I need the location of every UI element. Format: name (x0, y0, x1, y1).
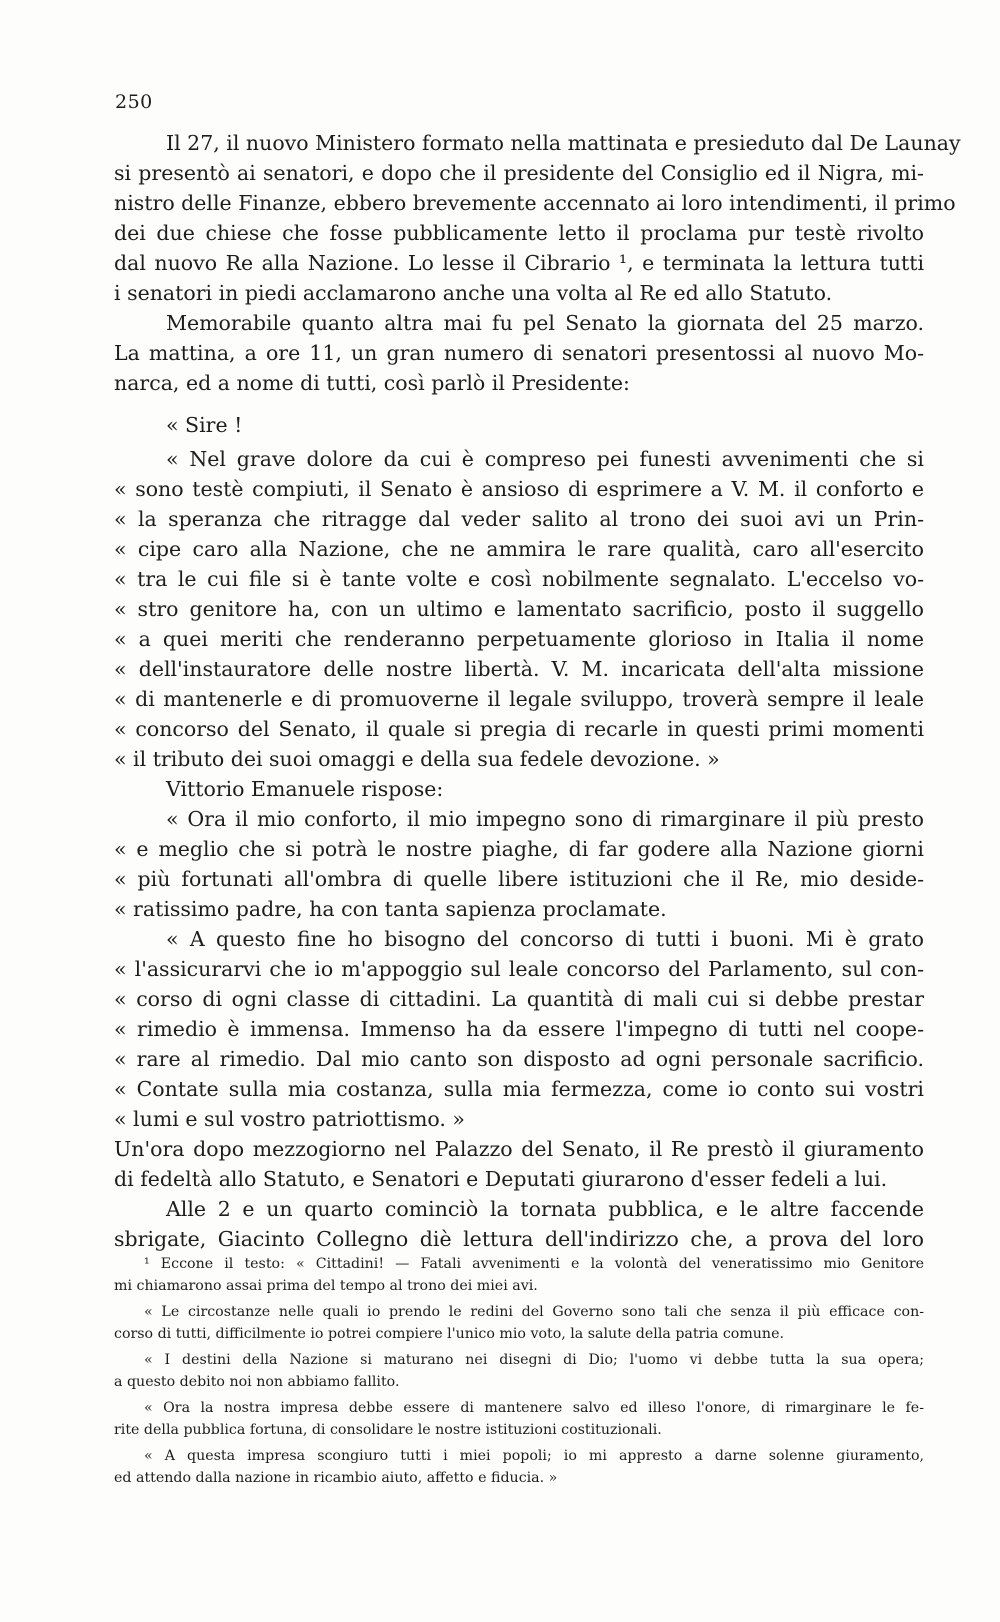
reply-line: « l'assicurarvi che io m'appoggio sul leale concorso del Parlamento, sul con- (114, 957, 924, 981)
reply-line: « rare al rimedio. Dal mio canto son disposto ad ogni personale sacrificio. (114, 1047, 924, 1071)
text-line: dei due chiese che fosse pubblicamente letto il proclama pur testè rivolto (114, 221, 924, 245)
reply-line: « e meglio che si potrà le nostre piaghe, di far godere alla Nazione giorni (114, 837, 924, 861)
footnote-line: « A questa impresa scongiuro tutti i miei popoli; io mi appresto a darne solenne giuramento, (144, 1448, 924, 1464)
text-line: di fedeltà allo Statuto, e Senatori e Deputati giurarono d'esser fedeli a lui. (114, 1167, 888, 1191)
address-line: « cipe caro alla Nazione, che ne ammira le rare qualità, caro all'esercito (114, 537, 924, 561)
text-line: sbrigate, Giacinto Collegno diè lettura dell'indirizzo che, a prova del loro (114, 1227, 924, 1251)
text-line: narca, ed a nome di tutti, così parlò il Presidente: (114, 371, 630, 395)
address-line: « tra le cui file si è tante volte e così nobilmente segnalato. L'eccelso vo- (114, 567, 924, 591)
address-line: « di mantenerle e di promuoverne il legale sviluppo, troverà sempre il leale (114, 687, 924, 711)
address-line: « la speranza che ritragge dal veder salito al trono dei suoi avi un Prin- (114, 507, 924, 531)
reply-line: « Ora il mio conforto, il mio impegno sono di rimarginare il più presto (166, 807, 924, 831)
reply-line: « Contate sulla mia costanza, sulla mia fermezza, come io conto sui vostri (114, 1077, 924, 1101)
footnote-line: « Le circostanze nelle quali io prendo le redini del Governo sono tali che senza il più efficace con- (144, 1304, 924, 1320)
salutation: « Sire ! (166, 413, 243, 437)
address-line: « concorso del Senato, il quale si pregia di recarle in questi primi momenti (114, 717, 924, 741)
address-line: « sono testè compiuti, il Senato è ansioso di esprimere a V. M. il conforto e (114, 477, 924, 501)
address-line: « dell'instauratore delle nostre libertà. V. M. incaricata dell'alta missione (114, 657, 924, 681)
reply-line: « ratissimo padre, ha con tanta sapienza proclamate. (114, 897, 667, 921)
text-line: i senatori in piedi acclamarono anche una volta al Re ed allo Statuto. (114, 281, 833, 305)
main-text (114, 128, 961, 1254)
address-line: « Nel grave dolore da cui è compreso pei funesti avvenimenti che si (166, 447, 924, 471)
text-line: Alle 2 e un quarto cominciò la tornata pubblica, e le altre faccende (166, 1197, 924, 1221)
reply-intro: Vittorio Emanuele rispose: (166, 777, 444, 801)
reply-line: « più fortunati all'ombra di quelle libere istituzioni che il Re, mio deside- (114, 867, 924, 891)
reply-line: « lumi e sul vostro patriottismo. » (114, 1107, 465, 1131)
footnote-line: rite della pubblica fortuna, di consolidare le nostre istituzioni costituzionali. (114, 1422, 662, 1438)
footnote-line: « Ora la nostra impresa debbe essere di mantenere salvo ed illeso l'onore, di rimarginare le fe- (144, 1400, 924, 1416)
text-line: Memorabile quanto altra mai fu pel Senato la giornata del 25 marzo. (166, 311, 924, 335)
text-line: Il 27, il nuovo Ministero formato nella mattinata e presieduto dal De Launay (166, 131, 961, 155)
text-line: Un'ora dopo mezzogiorno nel Palazzo del Senato, il Re prestò il giuramento (114, 1137, 924, 1161)
footnote-line: ed attendo dalla nazione in ricambio aiuto, affetto e fiducia. » (114, 1470, 558, 1486)
page-number: 250 (115, 91, 153, 113)
footnote-line: a questo debito noi non abbiamo fallito. (114, 1374, 400, 1390)
text-line: si presentò ai senatori, e dopo che il presidente del Consiglio ed il Nigra, mi- (114, 161, 924, 185)
text-line: dal nuovo Re alla Nazione. Lo lesse il Cibrario ¹, e terminata la lettura tutti (114, 251, 924, 275)
address-line: « il tributo dei suoi omaggi e della sua fedele devozione. » (114, 747, 720, 771)
reply-line: « A questo fine ho bisogno del concorso di tutti i buoni. Mi è grato (166, 927, 924, 951)
footnote-line: « I destini della Nazione si maturano nei disegni di Dio; l'uomo vi debbe tutta la sua opera; (144, 1352, 924, 1368)
reply-line: « rimedio è immensa. Immenso ha da essere l'impegno di tutti nel coope- (114, 1017, 924, 1041)
footnote-line: corso di tutti, difficilmente io potrei compiere l'unico mio voto, la salute della patria comune. (114, 1326, 784, 1342)
text-line: La mattina, a ore 11, un gran numero di senatori presentossi al nuovo Mo- (114, 341, 924, 365)
footnotes (114, 1253, 924, 1489)
text-line: nistro delle Finanze, ebbero brevemente accennato ai loro intendimenti, il primo (114, 191, 956, 215)
footnote-line: mi chiamarono assai prima del tempo al trono dei miei avi. (114, 1278, 538, 1294)
address-line: « stro genitore ha, con un ultimo e lamentato sacrificio, posto il suggello (114, 597, 924, 621)
address-line: « a quei meriti che renderanno perpetuamente glorioso in Italia il nome (114, 627, 924, 651)
footnote-line: ¹ Eccone il testo: « Cittadini! — Fatali avvenimenti e la volontà del veneratissimo mio Genitore (144, 1256, 924, 1272)
reply-line: « corso di ogni classe di cittadini. La quantità di mali cui si debbe prestar (114, 987, 924, 1011)
